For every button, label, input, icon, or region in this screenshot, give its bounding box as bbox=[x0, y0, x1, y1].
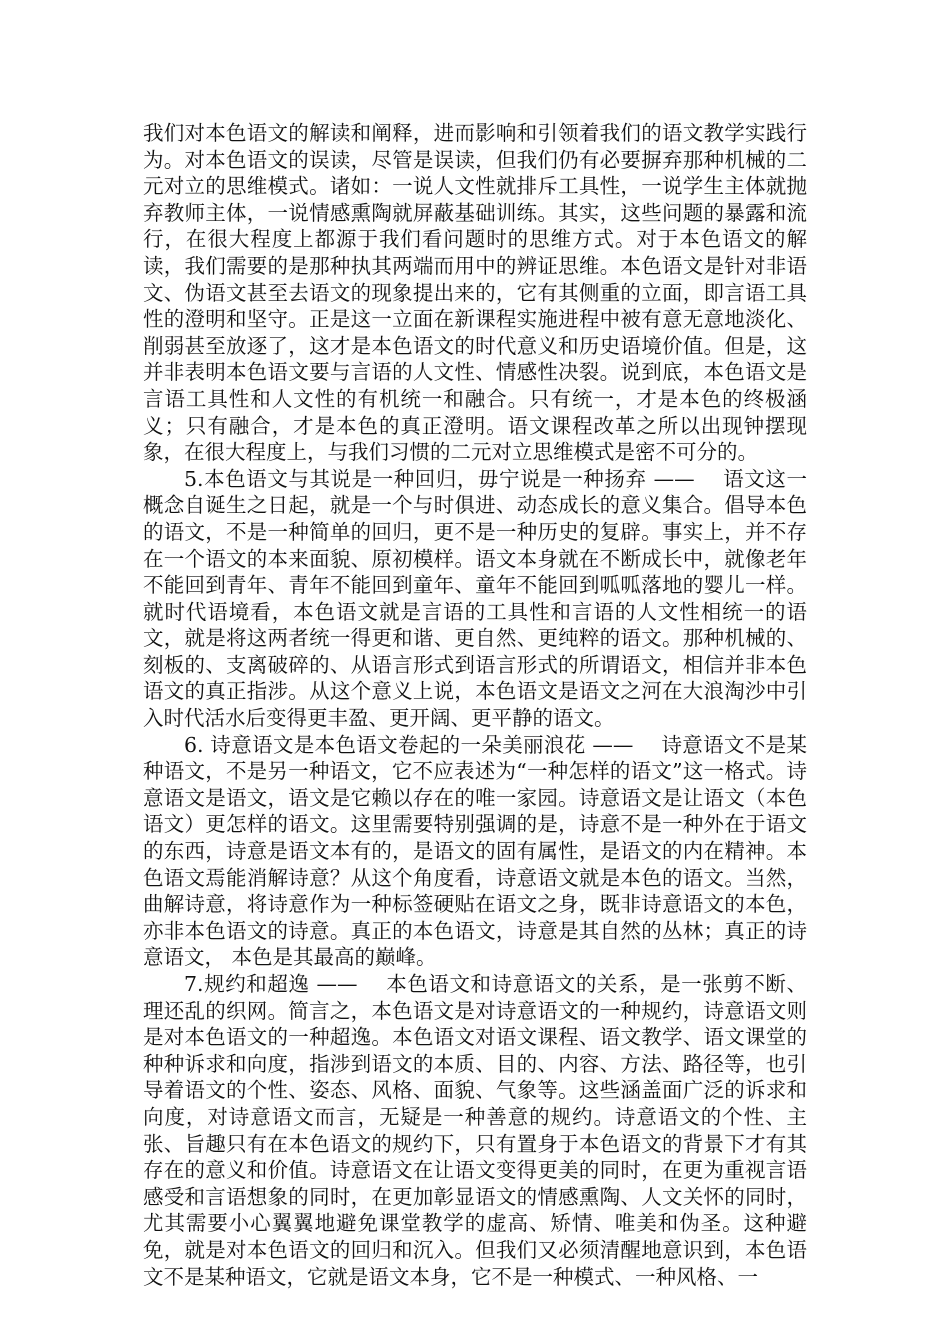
paragraph-section-7: 7.规约和超逸 —— 本色语文和诗意语文的关系，是一张剪不断、理还乱的织网。简言之，本色语文是对诗意语文的一种规约，诗意语文则是对本色语文的一种超逸。本色语文对语文课程、语文教学、语文课堂的种种诉求和向度，指涉到语文的本质、目的、内容、方法、路径等，也引导着语文的个性、姿态、风格、面貌、气象等。这些涵盖面广泛的诉求和向度，对诗意语文而言，无疑是一种善意的规约。诗意语文的个性、主张、旨趣只有在本色语文的规约下，只有置身于本色语文的背景下才有其存在的意义和价值。诗意语文在让语文变得更美的同时，在更为重视言语感受和言语想象的同时，在更加彰显语文的情感熏陶、人文关怀的同时，尤其需要小心翼翼地避免课堂教学的虚高、矫情、唯美和伪圣。这种避免，就是对本色语文的回归和沉入。但我们又必须清醒地意识到，本色语文不是某种语文，它就是语文本身，它不是一种模式、一种风格、一 bbox=[143, 972, 807, 1289]
paragraph-section-5: 5.本色语文与其说是一种回归，毋宁说是一种扬弃 —— 语文这一概念自诞生之日起，就是一个与时俱进、动态成长的意义集合。倡导本色的语文，不是一种简单的回归，更不是一种历史的复辟。事实上，并不存在一个语文的本来面貌、原初模样。语文本身就在不断成长中，就像老年不能回到青年、青年不能回到童年、童年不能回到呱呱落地的婴儿一样。就时代语境看，本色语文就是言语的工具性和言语的人文性相统一的语文，就是将这两者统一得更和谐、更自然、更纯粹的语文。那种机械的、刻板的、支离破碎的、从语言形式到语言形式的所谓语文，相信并非本色语文的真正指涉。从这个意义上说，本色语文是语文之河在大浪淘沙中引入时代活水后变得更丰盈、更开阔、更平静的语文。 bbox=[143, 466, 807, 731]
paragraph-continuation: 我们对本色语文的解读和阐释，进而影响和引领着我们的语文教学实践行为。对本色语文的误读，尽管是误读，但我们仍有必要摒弃那种机械的二元对立的思维模式。诸如：一说人文性就排斥工具性，一说学生主体就抛弃教师主体，一说情感熏陶就屏蔽基础训练。其实，这些问题的暴露和流行，在很大程度上都源于我们看问题时的思维方式。对于本色语文的解读，我们需要的是那种执其两端而用中的辨证思维。本色语文是针对非语文、伪语文甚至去语文的现象提出来的，它有其侧重的立面，即言语工具性的澄明和坚守。正是这一立面在新课程实施进程中被有意无意地淡化、削弱甚至放逐了，这才是本色语文的时代意义和历史语境价值。但是，这并非表明本色语文要与言语的人文性、情感性决裂。说到底，本色语文是言语工具性和人文性的有机统一和融合。只有统一，才是本色的终极涵义；只有融合，才是本色的真正澄明。语文课程改革之所以出现钟摆现象，在很大程度上，与我们习惯的二元对立思维模式是密不可分的。 bbox=[143, 121, 807, 465]
paragraph-section-6: 6. 诗意语文是本色语文卷起的一朵美丽浪花 —— 诗意语文不是某种语文，不是另一种语文，它不应表述为“一种怎样的语文”这一格式。诗意语文是语文，语文是它赖以存在的唯一家园。诗意语文是让语文（本色语文）更怎样的语文。这里需要特别强调的是，诗意不是一种外在于语文的东西，诗意是语文本有的，是语文的固有属性，是语文的内在精神。本色语文焉能消解诗意？从这个角度看，诗意语文就是本色的语文。当然，曲解诗意，将诗意作为一种标签硬贴在语文之身，既非诗意语文的本色，亦非本色语文的诗意。真正的本色语文，诗意是其自然的丛林；真正的诗意语文， 本色是其最高的巅峰。 bbox=[143, 732, 807, 970]
document-body bbox=[143, 120, 807, 1290]
